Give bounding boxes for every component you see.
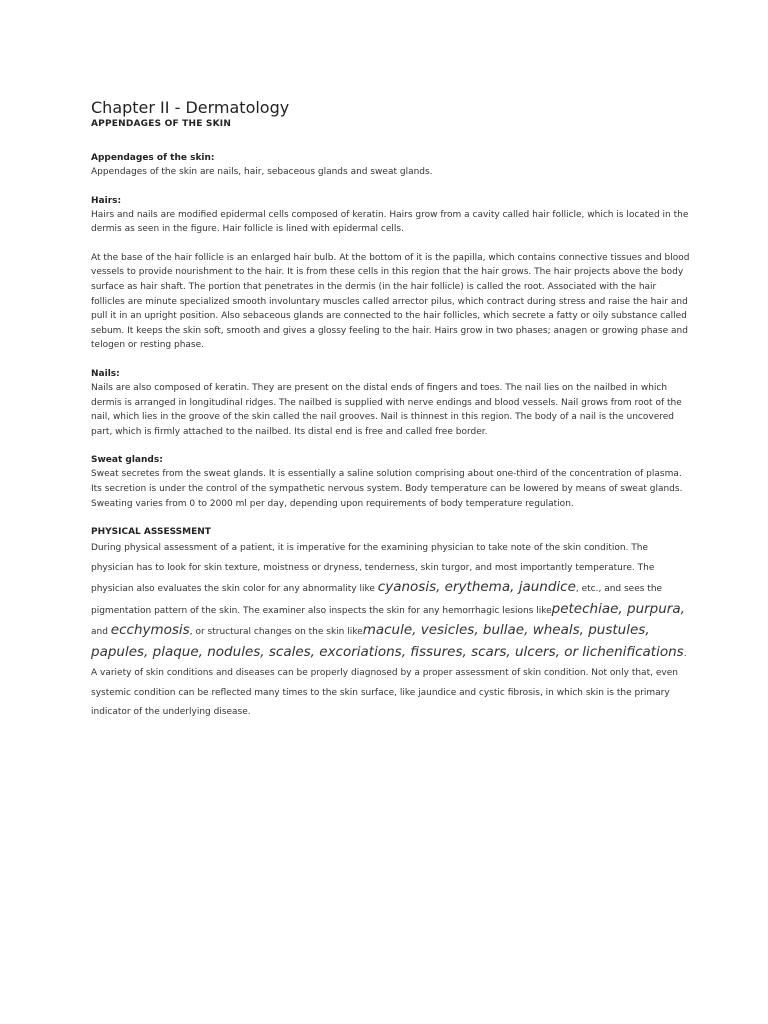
- assessment-text: During physical assessment of a patient, it is imperative for the examining physician to take note of the skin condition. The physician has to look for skin texture, moistness or dryness, tenderness, skin turgor, and most importantly temperature. The physician also evaluates the skin color for any abnormality like: [91, 543, 655, 595]
- assessment-text: , or structural changes on the skin like: [189, 627, 363, 638]
- assessment-term: petechiae, purpura,: [551, 600, 685, 617]
- section-physical-assessment: [91, 525, 691, 723]
- assessment-paragraph: [91, 539, 691, 723]
- chapter-subtitle: APPENDAGES OF THE SKIN: [91, 119, 232, 129]
- section-paragraph: Hairs and nails are modified epidermal cells composed of keratin. Hairs grow from a cavity called hair follicle, which is located in the dermis as seen in the figure. Hair follicle is lined with epidermal cells.: [91, 209, 689, 235]
- section-hairs: [91, 194, 691, 353]
- section-paragraph: Sweat secretes from the sweat glands. It is essentially a saline solution comprising about one-third of the concentration of plasma. Its secretion is under the control of the sympathetic nervous system. Body temperature can be lowered by means of sweat glands. Sweating varies from 0 to 2000 ml per day, depending upon requirements of body temperature regulation.: [91, 469, 683, 509]
- section-heading: Sweat glands:: [91, 455, 163, 466]
- section-paragraph: Appendages of the skin are nails, hair, sebaceous glands and sweat glands.: [91, 167, 433, 177]
- section-nails: [91, 367, 691, 439]
- assessment-term: ecchymosis: [110, 622, 190, 639]
- assessment-text: and: [91, 627, 111, 638]
- section-paragraph: Nails are also composed of keratin. They are present on the distal ends of fingers and toes. The nail lies on the nailbed in which dermis is arranged in longitudinal ridges. The nailbed is supplied with nerve endings and blood vessels. Nail grows from root of the nail, which lies in the groove of the skin called the nail grooves. Nail is thinnest in this region. The body of a nail is the uncovered part, which is firmly attached to the nailbed. Its distal end is free and called free border.: [91, 382, 682, 437]
- section-sweat-glands: [91, 453, 691, 511]
- document-page: [91, 98, 691, 723]
- assessment-text: . A variety of skin conditions and diseases can be properly diagnosed by a proper assessment of skin condition. Not only that, even systemic condition can be reflected many times to the skin surface, like jaundice and cystic fibrosis, in which skin is the primary indicator of the underlying disease.: [91, 648, 687, 718]
- section-heading: Appendages of the skin:: [91, 153, 215, 163]
- chapter-title: Chapter II - Dermatology: [91, 98, 290, 117]
- section-heading: Nails:: [91, 368, 120, 379]
- section-appendages: [91, 151, 691, 180]
- assessment-term: cyanosis, erythema, jaundice: [377, 579, 576, 596]
- section-paragraph: At the base of the hair follicle is an enlarged hair bulb. At the bottom of it is the papilla, which contains connective tissues and blood vessels to provide nourishment to the hair. It is from these cells in this region that the hair grows. The hair projects above the body surface as hair shaft. The portion that penetrates in the dermis (in the hair follicle) is called the root. Associated with the hair follicles are minute specialized smooth involuntary muscles called arrector pilus, which contract during stress and raise the hair and pull it in an upright position. Also sebaceous glands are connected to the hair follicles, which secrete a fatty or oily substance called sebum. It keeps the skin soft, smooth and gives a glossy feeling to the hair. Hairs grow in two phases; anagen or growing phase and telogen or resting phase.: [91, 252, 690, 351]
- section-heading: PHYSICAL ASSESSMENT: [91, 527, 211, 538]
- section-heading: Hairs:: [91, 195, 122, 206]
- assessment-term: macule, vesicles, bullae, wheals, pustules, papules, plaque, nodules, scales, excoriations, fissures, scars, ulcers, or lichenifications: [91, 622, 684, 660]
- assessment-text: , etc., and sees the pigmentation pattern of the skin. The examiner also inspects the skin for any hemorrhagic lesions like: [91, 584, 663, 616]
